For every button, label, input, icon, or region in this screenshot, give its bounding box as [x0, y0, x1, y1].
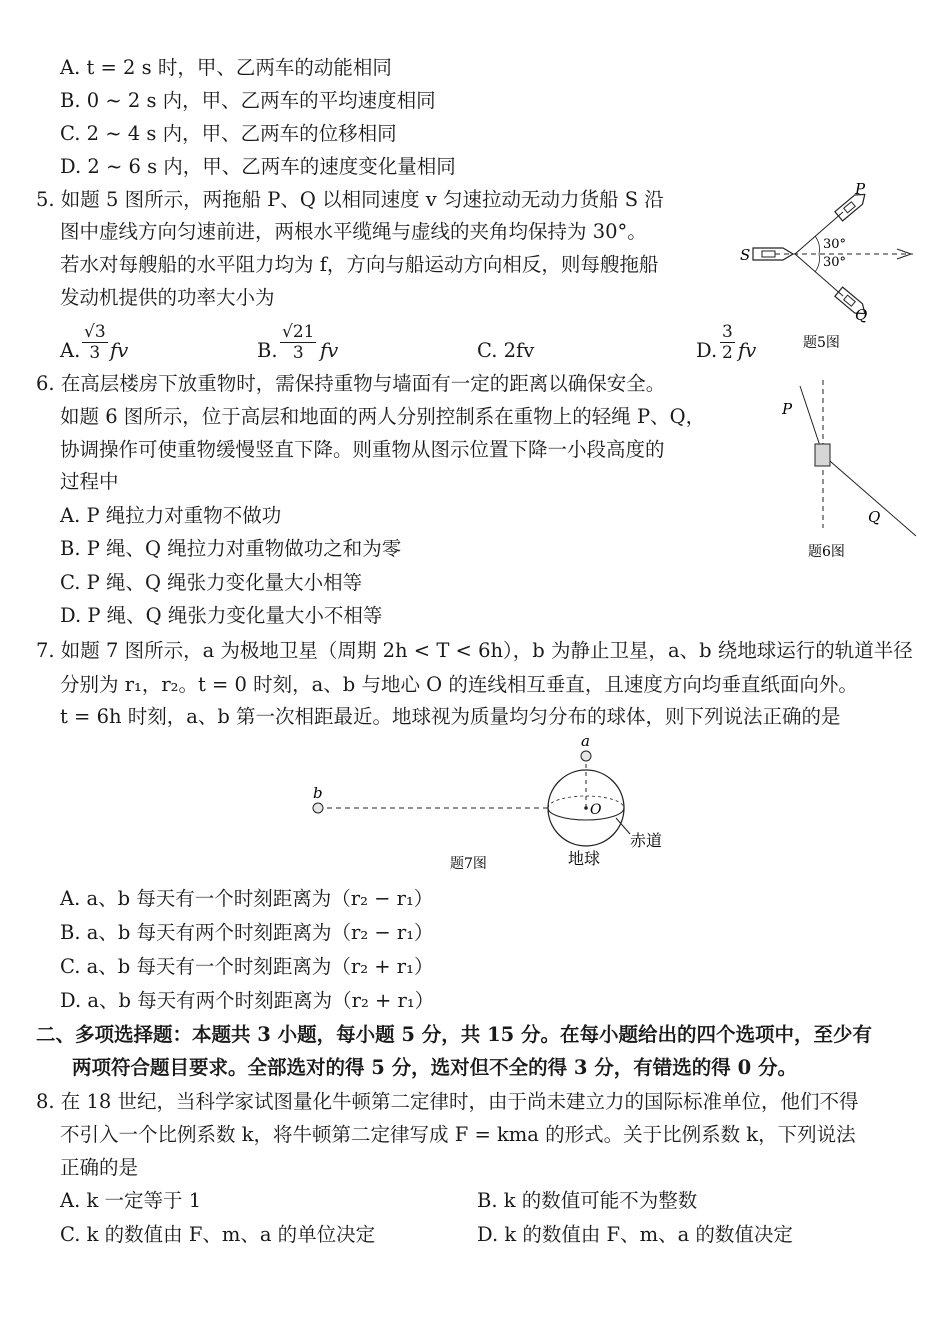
q6-figure	[770, 378, 930, 568]
q5-option-b-numerator: √21	[282, 322, 315, 342]
q8-stem-line-1: 8. 在 18 世纪，当科学家试图量化牛顿第二定律时，由于尚未建立力的国际标准单位，他们不得	[36, 1090, 859, 1113]
q7-label-a: a	[581, 732, 590, 750]
q6-stem-line-4: 过程中	[60, 470, 119, 493]
q6-option-d: D. P 绳、Q 绳张力变化量大小不相等	[60, 604, 383, 627]
q4-option-b: B. 0 ~ 2 s 内，甲、乙两车的平均速度相同	[60, 89, 436, 112]
q7-label-equator: 赤道	[630, 831, 663, 850]
q6-figure-caption: 题6图	[808, 544, 845, 560]
q7-satellite-a	[581, 751, 591, 761]
q5-option-a-fraction	[82, 322, 108, 363]
q5-option-d-tail: fv	[738, 339, 757, 362]
q6-option-a: A. P 绳拉力对重物不做功	[60, 504, 282, 527]
q5-figure-caption: 题5图	[803, 335, 840, 351]
q7-satellite-b	[313, 803, 323, 813]
q5-stem-line-1: 5. 如题 5 图所示，两拖船 P、Q 以相同速度 v 匀速拉动无动力货船 S 沿	[36, 188, 664, 211]
q5-stem-line-2: 图中虚线方向匀速前进，两根水平缆绳与虚线的夹角均保持为 30°。	[60, 220, 647, 243]
q5-arrow-head-lower	[897, 254, 911, 259]
section-2-heading-line-2: 两项符合题目要求。全部选对的得 5 分，选对但不全的得 3 分，有错选的得 0 分。	[72, 1056, 797, 1079]
q5-figure	[735, 178, 935, 358]
q6-option-c: C. P 绳、Q 绳张力变化量大小相等	[60, 571, 363, 594]
q7-option-d: D. a、b 每天有两个时刻距离为（r₂ + r₁）	[60, 989, 435, 1012]
q7-equator-pointer	[616, 818, 630, 834]
section-2-heading-line-1: 二、多项选择题：本题共 3 小题，每小题 5 分，共 15 分。在每小题给出的四个选项中，至少有	[36, 1023, 873, 1046]
q5-option-d-numerator: 3	[722, 322, 733, 342]
q8-option-d: D. k 的数值由 F、m、a 的数值决定	[477, 1223, 793, 1246]
q8-stem-line-2: 不引入一个比例系数 k，将牛顿第二定律写成 F = kma 的形式。关于比例系数 k，下列说法	[60, 1123, 856, 1146]
q5-label-q: Q	[855, 306, 868, 324]
q6-label-q: Q	[868, 508, 881, 526]
q5-option-d-label: D.	[696, 339, 718, 362]
q5-stem-line-3: 若水对每艘船的水平阻力均为 f，方向与船运动方向相反，则每艘拖船	[60, 253, 659, 276]
q8-option-b: B. k 的数值可能不为整数	[477, 1189, 698, 1212]
q5-label-angle-top: 30°	[823, 237, 847, 252]
q7-label-b: b	[313, 784, 323, 802]
q7-center-o	[584, 806, 588, 810]
q5-label-s: S	[740, 246, 751, 264]
q6-label-p: P	[782, 400, 793, 418]
q5-option-a-label: A.	[60, 339, 81, 362]
q5-arrow-head-upper	[897, 249, 911, 254]
q4-option-a: A. t = 2 s 时，甲、乙两车的动能相同	[60, 56, 392, 79]
q7-label-earth: 地球	[568, 849, 601, 868]
q5-stem-line-4: 发动机提供的功率大小为	[60, 286, 275, 309]
q5-label-angle-bottom: 30°	[823, 255, 847, 270]
q5-option-a-numerator: √3	[84, 322, 106, 342]
q8-option-a: A. k 一定等于 1	[60, 1189, 202, 1212]
q6-option-b: B. P 绳、Q 绳拉力对重物做功之和为零	[60, 537, 402, 560]
q7-figure-caption: 题7图	[450, 856, 487, 872]
q4-option-d: D. 2 ~ 6 s 内，甲、乙两车的速度变化量相同	[60, 155, 456, 178]
q5-label-p: P	[855, 180, 866, 198]
q6-stem-line-1: 6. 在高层楼房下放重物时，需保持重物与墙面有一定的距离以确保安全。	[36, 372, 666, 395]
q8-stem-line-3: 正确的是	[60, 1156, 139, 1179]
q7-option-b: B. a、b 每天有两个时刻距离为（r₂ − r₁）	[60, 921, 434, 944]
q7-option-a: A. a、b 每天有一个时刻距离为（r₂ − r₁）	[60, 887, 434, 910]
q5-option-b-tail: fv	[320, 339, 339, 362]
q6-stem-line-2: 如题 6 图所示，位于高层和地面的两人分别控制系在重物上的轻绳 P、Q，	[60, 405, 706, 428]
q6-stem-line-3: 协调操作可使重物缓慢竖直下降。则重物从图示位置下降一小段高度的	[60, 438, 665, 461]
q7-stem-line-1: 7. 如题 7 图所示，a 为极地卫星（周期 2h < T < 6h），b 为静止卫星，a、b 绕地球运行的轨道半径	[36, 639, 913, 662]
q5-angle-arc-top	[815, 236, 820, 254]
q4-option-c: C. 2 ~ 4 s 内，甲、乙两车的位移相同	[60, 122, 397, 145]
q5-option-a-tail: fv	[110, 339, 129, 362]
q5-option-d-denominator: 2	[722, 343, 733, 363]
q7-stem-line-2: 分别为 r₁，r₂。t = 0 时刻，a、b 与地心 O 的连线相互垂直，且速度方向均垂直纸面向外。	[60, 673, 858, 696]
q5-option-b-label: B.	[257, 339, 278, 362]
q7-label-o: O	[590, 802, 602, 818]
q5-option-c: C. 2fv	[477, 339, 535, 362]
q7-stem-line-3: t = 6h 时刻，a、b 第一次相距最近。地球视为质量均匀分布的球体，则下列说法正确的是	[60, 705, 841, 728]
q5-angle-arc-bottom	[815, 254, 820, 272]
q7-option-c: C. a、b 每天有一个时刻距离为（r₂ + r₁）	[60, 955, 434, 978]
q8-option-c: C. k 的数值由 F、m、a 的单位决定	[60, 1223, 376, 1246]
q6-weight-block	[815, 444, 830, 466]
q5-option-b-denominator: 3	[292, 343, 304, 363]
q5-option-d-fraction	[720, 322, 735, 363]
q5-option-a-denominator: 3	[89, 343, 101, 363]
q7-figure	[300, 732, 680, 882]
q5-option-b-fraction	[280, 322, 316, 363]
